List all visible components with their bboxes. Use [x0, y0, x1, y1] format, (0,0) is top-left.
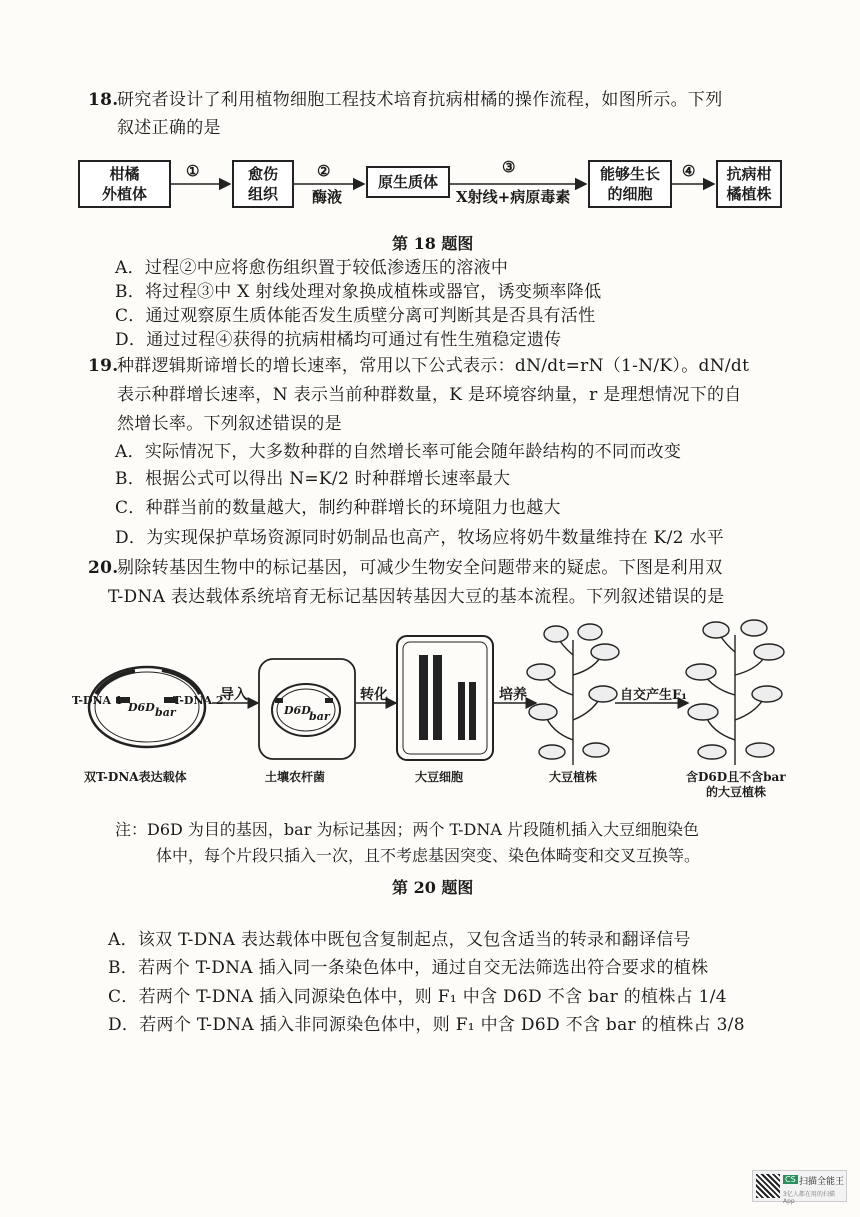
qr-code-icon	[756, 1174, 780, 1198]
label-tdna1: T-DNA 1	[72, 694, 123, 707]
scanner-logo: CS	[785, 1175, 796, 1184]
caption-vector: 双T-DNA表达载体	[84, 770, 187, 784]
label-bar-bacterium: bar	[309, 710, 330, 723]
caption-agrobacterium: 土壤农杆菌	[265, 770, 326, 784]
q19-stem-line2: 表示种群增长速率，N 表示当前种群数量，K 是环境容纳量，r 是理想情况下的自	[117, 385, 742, 405]
q20-option-c: C．若两个 T-DNA 插入同源染色体中，则 F₁ 中含 D6D 不含 bar 的植株占 1/4	[108, 987, 727, 1007]
arrow-label-culture: 培养	[499, 687, 527, 703]
q20-caption: 第 20 题图	[392, 878, 474, 897]
caption-target-plant-line2: 的大豆植株	[706, 785, 767, 799]
arrow-label-transform: 转化	[360, 687, 388, 703]
scanner-watermark	[752, 1170, 847, 1205]
flow-step3-treatment: X射线+病原毒素	[456, 188, 571, 206]
q19-option-b: B．根据公式可以得出 N=K/2 时种群增长速率最大	[115, 469, 511, 489]
flow-step4: ④	[682, 162, 696, 180]
caption-soybean-cell: 大豆细胞	[415, 770, 464, 784]
flow-step2: ②	[317, 162, 331, 180]
q20-note-line1: 注：D6D 为目的基因，bar 为标记基因；两个 T-DNA 片段随机插入大豆细胞染色	[115, 820, 700, 839]
q20-note-line2: 体中，每个片段只插入一次，且不考虑基因突变、染色体畸变和交叉互换等。	[156, 846, 701, 865]
soybean-cell-diagram	[397, 636, 493, 760]
q19-option-a: A．实际情况下，大多数种群的自然增长率可能会随年龄结构的不同而改变	[115, 442, 682, 462]
label-d6d-bacterium: D6D	[284, 704, 311, 717]
caption-soybean-plant: 大豆植株	[549, 770, 598, 784]
flow-box-growing-cells: 能够生长 的细胞	[588, 160, 672, 208]
q18-caption: 第 18 题图	[392, 234, 474, 253]
flow-box-callus: 愈伤 组织	[232, 160, 294, 208]
flow-box-explant: 柑橘 外植体	[78, 160, 171, 208]
arrow-label-import: 导入	[220, 687, 248, 703]
q18-stem-line2: 叙述正确的是	[117, 118, 221, 138]
q18-option-c: C．通过观察原生质体能否发生质壁分离可判断其是否具有活性	[115, 306, 596, 326]
scanner-app-name: 扫描全能王	[799, 1177, 845, 1187]
q20-option-b: B．若两个 T-DNA 插入同一条染色体中，通过自交无法筛选出符合要求的植株	[108, 958, 709, 978]
q20-option-a: A．该双 T-DNA 表达载体中既包含复制起点，又包含适当的转录和翻译信号	[108, 930, 691, 950]
q20-stem-line2: T-DNA 表达载体系统培育无标记基因转基因大豆的基本流程。下列叙述错误的是	[108, 587, 725, 607]
q19-number: 19.	[88, 356, 119, 376]
q18-number: 18.	[88, 90, 119, 110]
flow-box-protoplast: 原生质体	[366, 166, 450, 198]
q19-option-d: D．为实现保护草场资源同时奶制品也高产，牧场应将奶牛数量维持在 K/2 水平	[115, 528, 725, 548]
label-bar-plasmid: bar	[155, 706, 176, 719]
arrow-label-self-cross: 自交产生F₁	[620, 688, 687, 703]
label-d6d-plasmid: D6D	[128, 701, 155, 714]
q18-option-b: B．将过程③中 X 射线处理对象换成植株或器官，诱变频率降低	[115, 282, 602, 302]
q20-number: 20.	[88, 558, 119, 578]
caption-target-plant-line1: 含D6D且不含bar	[686, 770, 786, 784]
q18-option-a: A．过程②中应将愈伤组织置于较低渗透压的溶液中	[115, 258, 509, 278]
flow-step1: ①	[186, 162, 200, 180]
q18-stem-line1: 研究者设计了利用植物细胞工程技术培育抗病柑橘的操作流程，如图所示。下列	[117, 90, 723, 110]
q19-option-c: C．种群当前的数量越大，制约种群增长的环境阻力也越大	[115, 498, 561, 518]
soybean-plant-2	[686, 620, 784, 765]
q20-stem-line1: 剔除转基因生物中的标记基因，可减少生物安全问题带来的疑虑。下图是利用双	[117, 558, 723, 578]
flow-box-resistant-plant: 抗病柑 橘植株	[716, 160, 782, 208]
q20-option-d: D．若两个 T-DNA 插入非同源染色体中，则 F₁ 中含 D6D 不含 bar 的植株占 3/8	[108, 1015, 745, 1035]
q18-option-d: D．通过过程④获得的抗病柑橘均可通过有性生殖稳定遗传	[115, 330, 562, 350]
soybean-plant-1	[527, 624, 619, 765]
q19-stem-line3: 然增长率。下列叙述错误的是	[117, 414, 342, 434]
q19-stem-line1: 种群逻辑斯谛增长的增长速率，常用以下公式表示：dN/dt=rN（1-N/K）。dN/dt	[117, 356, 750, 376]
label-tdna2: T-DNA 2	[173, 694, 224, 707]
scanner-tagline: 3亿人都在用的扫描App	[783, 1191, 835, 1205]
flow-step3: ③	[502, 158, 516, 176]
flow-step2-enzyme: 酶液	[312, 188, 343, 206]
